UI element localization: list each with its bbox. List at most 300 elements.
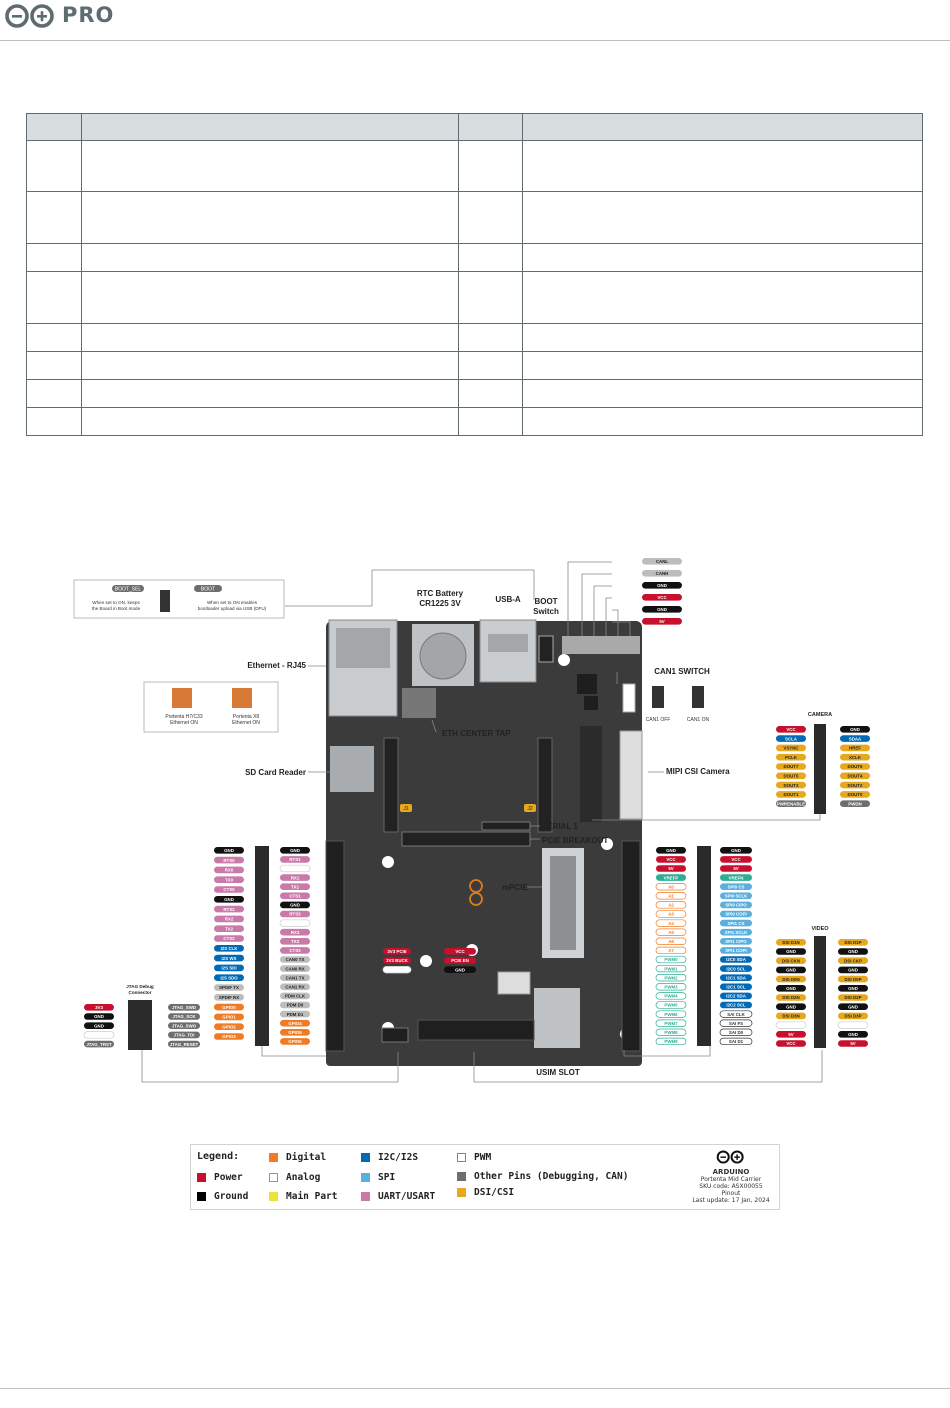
right-inner-pin-label — [720, 929, 752, 936]
eth-h7-label: Portenta H7/C33 Ethernet ON — [165, 714, 203, 726]
table-header-cell — [458, 114, 523, 141]
right-outer-pin-label — [656, 1011, 686, 1018]
video-left-pin-label — [776, 948, 806, 955]
jtag-pin-strip — [128, 1000, 152, 1050]
video-left-pin-label — [776, 1040, 806, 1047]
svg-text:SPI1 SCLK: SPI1 SCLK — [724, 929, 748, 935]
svg-text:VSYNC: VSYNC — [783, 745, 799, 751]
svg-text:CAN1 TX: CAN1 TX — [285, 975, 305, 981]
svg-text:PDM D0: PDM D0 — [286, 1002, 304, 1008]
legend-item-power — [197, 1172, 243, 1183]
right-inner-pin-label — [720, 865, 752, 872]
table-row — [27, 272, 923, 324]
legend-item-dsi-csi — [457, 1187, 514, 1198]
svg-text:RX0: RX0 — [224, 867, 234, 873]
right-inner-pin-label — [720, 847, 752, 854]
right-inner-pin-label — [720, 938, 752, 945]
legend-type: Pinout — [721, 1190, 741, 1197]
left-inner-pin-label — [280, 874, 310, 881]
table-row — [27, 352, 923, 380]
legend-label: Ground — [214, 1191, 249, 1202]
left-outer-pin-label — [214, 935, 244, 942]
video-left-pin-label — [776, 957, 806, 964]
svg-text:DOUT2: DOUT2 — [847, 782, 863, 788]
svg-text:DSI D2P: DSI D2P — [844, 995, 862, 1001]
svg-text:CANL: CANL — [655, 559, 669, 564]
svg-text:SPDIF RX: SPDIF RX — [218, 995, 240, 1000]
left-inner-pin-label — [280, 1038, 310, 1045]
left-outer-pin-label — [214, 847, 244, 854]
svg-text:RX1: RX1 — [290, 875, 300, 881]
legend-item-digital — [269, 1152, 326, 1163]
table-cell — [81, 244, 458, 272]
right-pin-strip — [697, 846, 711, 1046]
svg-text:SAI D0: SAI D0 — [728, 1030, 744, 1035]
svg-text:DOUT6: DOUT6 — [847, 764, 863, 770]
svg-text:PWM6: PWM6 — [664, 1011, 678, 1017]
camera-left-pin-label — [776, 800, 806, 807]
svg-text:5V: 5V — [850, 1041, 856, 1047]
jtag-left-pin-label — [84, 1022, 114, 1029]
svg-text:PWM4: PWM4 — [664, 993, 678, 999]
right-inner-pin-label — [720, 883, 752, 890]
svg-text:GND: GND — [290, 902, 300, 908]
pcie-power-pin-label — [444, 948, 476, 955]
svg-text:DSI D1P: DSI D1P — [844, 940, 862, 945]
svg-text:PCIE EN: PCIE EN — [451, 958, 469, 964]
right-outer-pin-label — [656, 947, 686, 954]
left-inner-pin-label — [280, 947, 310, 954]
video-left-pin-label — [776, 976, 806, 983]
legend-label: Main Part — [286, 1191, 338, 1202]
svg-text:GND: GND — [94, 1023, 104, 1029]
left-inner-pin-label — [280, 965, 310, 972]
svg-text:5V: 5V — [668, 866, 674, 872]
left-outer-pin-label — [214, 1023, 244, 1030]
svg-text:DSI CKP: DSI CKP — [844, 958, 862, 964]
pinout-svg — [72, 556, 882, 1086]
svg-text:SAI CLK: SAI CLK — [727, 1011, 745, 1017]
svg-text:CANH: CANH — [655, 571, 669, 576]
svg-text:I2C1 SCL: I2C1 SCL — [726, 984, 746, 990]
camera-left-pin-label — [776, 773, 806, 780]
table-cell — [27, 408, 82, 436]
svg-text:GND: GND — [224, 848, 234, 853]
legend-label: I2C/I2S — [378, 1152, 419, 1163]
table-header-cell — [523, 114, 923, 141]
serial1-label: SERIAL 1 — [542, 822, 578, 831]
svg-text:TX3: TX3 — [290, 939, 300, 944]
boot-switch — [539, 636, 553, 662]
table-row — [27, 324, 923, 352]
left-inner-pin-label — [280, 911, 310, 918]
video-left-pin-label — [776, 985, 806, 992]
right-outer-pin-label — [656, 929, 686, 936]
table-cell — [81, 141, 458, 192]
pcie-power-pin-label — [444, 957, 476, 964]
svg-text:VCC: VCC — [786, 727, 796, 732]
svg-text:I2C2 SCL: I2C2 SCL — [726, 1002, 746, 1008]
legend-item-spi — [361, 1172, 395, 1183]
left-inner-pin-label — [280, 920, 310, 927]
boot-sel-label: BOOT_SEL — [114, 586, 142, 593]
svg-text:CAN1 RX: CAN1 RX — [285, 984, 305, 990]
right-outer-pin-label — [656, 874, 686, 881]
svg-text:GPIO6: GPIO6 — [288, 1039, 302, 1045]
video-left-pin-label — [776, 1003, 806, 1010]
legend-item-uart — [361, 1191, 435, 1202]
svg-text:5V: 5V — [659, 619, 665, 624]
jtag-left-pin-label — [84, 1013, 114, 1020]
pcie-power-pin-label — [383, 957, 411, 964]
ethernet-label: Ethernet - RJ45 — [247, 661, 306, 670]
legend-label: SPI — [378, 1172, 396, 1183]
camera-left-pin-label — [776, 763, 806, 770]
svg-text:I2S WS: I2S WS — [221, 955, 237, 961]
j2-label-text: J2 — [527, 806, 533, 812]
right-inner-pin-label — [720, 956, 752, 963]
video-right-pin-label — [838, 1040, 868, 1047]
svg-text:DOUT1: DOUT1 — [783, 792, 799, 798]
svg-text:CTS1: CTS1 — [289, 893, 301, 899]
usb-a-label: USB-A — [495, 595, 521, 604]
svg-text:A2: A2 — [668, 902, 674, 908]
right-outer-pin-label — [656, 920, 686, 927]
svg-text:SPI1 CS: SPI1 CS — [727, 920, 745, 926]
right-outer-pin-label — [656, 1002, 686, 1009]
boot-label: BOOT — [200, 586, 216, 593]
svg-text:PWM8: PWM8 — [664, 1030, 678, 1035]
legend-swatch — [197, 1173, 206, 1182]
svg-text:DSI D3N: DSI D3N — [782, 1013, 800, 1019]
jtag-right-pin-label — [168, 1022, 200, 1029]
jtag-board-header — [382, 1028, 408, 1042]
svg-text:GND: GND — [666, 848, 676, 853]
left-outer-pin-label — [214, 945, 244, 952]
left-inner-pin-label — [280, 865, 310, 872]
left-inner-pin-label — [280, 1011, 310, 1018]
right-outer-pin-label — [656, 993, 686, 1000]
table-cell — [81, 408, 458, 436]
legend-swatch — [197, 1192, 206, 1201]
header-divider — [0, 40, 950, 41]
right-outer-pin-label — [656, 938, 686, 945]
svg-text:JTAG_SCK: JTAG_SCK — [172, 1014, 196, 1020]
video-label: VIDEO — [811, 926, 829, 932]
mipi-connector — [620, 731, 642, 819]
j1-connector — [384, 738, 398, 832]
left-pin-strip — [255, 846, 269, 1046]
svg-text:GND: GND — [786, 986, 796, 991]
svg-text:SPI1 COPI: SPI1 COPI — [725, 948, 747, 954]
table-row — [27, 244, 923, 272]
boot-description: When set to ON enables bootloader upload via USB (DFU) — [197, 600, 267, 611]
svg-text:DSI CKN: DSI CKN — [781, 958, 801, 964]
left-inner-pin-label — [280, 893, 310, 900]
table-row — [27, 141, 923, 192]
table-cell — [523, 380, 923, 408]
right-inner-pin-label — [720, 856, 752, 863]
table-cell — [458, 380, 523, 408]
left-inner-pin-label — [280, 883, 310, 890]
svg-text:I2C0 SCL: I2C0 SCL — [726, 966, 746, 972]
can1-on-label: CAN1 ON — [686, 717, 710, 723]
table-cell — [458, 192, 523, 244]
table-cell — [458, 324, 523, 352]
svg-text:DSI D0N: DSI D0N — [782, 976, 800, 982]
video-left-pin-label — [776, 994, 806, 1001]
video-pin-strip — [814, 936, 826, 1048]
legend-swatch — [269, 1192, 278, 1201]
right-outer-pin-label — [656, 1029, 686, 1036]
video-left-pin-label — [776, 1013, 806, 1020]
svg-text:GND: GND — [848, 949, 858, 955]
svg-text:SPI1 CIPO: SPI1 CIPO — [725, 939, 747, 944]
legend-title: Legend: — [197, 1151, 240, 1162]
right-inner-pin-label — [720, 1038, 752, 1045]
table-cell — [81, 272, 458, 324]
table-cell — [27, 244, 82, 272]
svg-text:DSI D1N: DSI D1N — [782, 940, 800, 945]
svg-text:PWRENABLE: PWRENABLE — [776, 801, 806, 807]
left-outer-pin-label — [214, 857, 244, 864]
legend-label: Other Pins (Debugging, CAN) — [474, 1171, 629, 1182]
svg-text:VCC: VCC — [786, 1041, 796, 1047]
right-inner-pin-label — [720, 947, 752, 954]
svg-text:CAN0 RX: CAN0 RX — [285, 966, 305, 972]
left-outer-pin-label — [214, 906, 244, 913]
svg-text:TX0: TX0 — [224, 877, 234, 883]
right-outer-pin-label — [656, 965, 686, 972]
svg-text:GND: GND — [786, 1004, 796, 1010]
legend-item-analog — [269, 1172, 320, 1183]
video-right-pin-label — [838, 985, 868, 992]
video-left-pin-label — [776, 1022, 806, 1029]
svg-text:A5: A5 — [668, 929, 674, 935]
svg-text:SAI FS: SAI FS — [728, 1020, 744, 1026]
legend-item-i2c-i2s — [361, 1152, 418, 1163]
right-outer-pin-label — [656, 883, 686, 890]
left-outer-pin-label — [214, 925, 244, 932]
svg-text:SDAA: SDAA — [848, 736, 862, 742]
legend-item-pwm — [457, 1152, 491, 1163]
j2-connector — [538, 738, 552, 832]
legend-swatch — [361, 1173, 370, 1182]
svg-text:RX3: RX3 — [290, 929, 300, 935]
svg-text:GPIO2: GPIO2 — [222, 1024, 236, 1030]
camera-left-pin-label — [776, 745, 806, 752]
svg-text:GND: GND — [786, 949, 796, 955]
svg-text:GPIO3: GPIO3 — [222, 1034, 236, 1040]
svg-text:PWM5: PWM5 — [664, 1002, 678, 1008]
table-cell — [523, 408, 923, 436]
right-inner-pin-label — [720, 920, 752, 927]
ethernet-switch-info-box — [144, 682, 278, 732]
left-inner-pin-label — [280, 1020, 310, 1027]
svg-text:PWM3: PWM3 — [664, 984, 678, 990]
right-inner-pin-label — [720, 1020, 752, 1027]
right-outer-pin-label — [656, 902, 686, 909]
right-inner-pin-label — [720, 984, 752, 991]
left-inner-pin-label — [280, 902, 310, 909]
svg-text:SCLA: SCLA — [785, 736, 797, 742]
left-outer-pin-label — [214, 984, 244, 991]
pcie-breakout-label: PCIE BREAKOUT — [542, 836, 609, 845]
svg-text:JTAG_TDI: JTAG_TDI — [173, 1032, 195, 1038]
svg-text:RTS3: RTS3 — [289, 911, 301, 917]
svg-text:GND: GND — [848, 967, 858, 973]
spec-table — [26, 113, 923, 436]
boot-sel-description: When set to ON, keeps the Board in Boot mode — [91, 600, 141, 611]
table-header-row — [27, 114, 923, 141]
table-cell — [523, 272, 923, 324]
camera-label: CAMERA — [807, 712, 833, 718]
legend-swatch — [361, 1153, 370, 1162]
svg-text:I2S CLK: I2S CLK — [220, 946, 238, 951]
boot-switch-label: BOOT Switch — [533, 597, 559, 616]
pcie-power-pin-label — [383, 948, 411, 955]
svg-text:SPI0 CIPO: SPI0 CIPO — [725, 902, 747, 908]
camera-left-pin-label — [776, 782, 806, 789]
usim-slot — [534, 988, 580, 1048]
svg-text:A0: A0 — [668, 884, 674, 890]
right-inner-pin-label — [720, 893, 752, 900]
svg-text:PCLK: PCLK — [785, 754, 797, 760]
legend-label: Analog — [286, 1172, 321, 1183]
left-inner-pin-label — [280, 1029, 310, 1036]
jtag-right-pin-label — [168, 1013, 200, 1020]
jtag-right-pin-label — [168, 1041, 200, 1048]
svg-text:CTS3: CTS3 — [289, 948, 301, 954]
legend-product: Portenta Mid Carrier — [700, 1176, 762, 1183]
svg-text:A1: A1 — [668, 893, 674, 899]
svg-text:PDM CLK: PDM CLK — [284, 993, 306, 999]
video-right-pin-label — [838, 948, 868, 955]
svg-text:GND: GND — [290, 848, 300, 853]
table-cell — [458, 272, 523, 324]
svg-text:DOUT7: DOUT7 — [783, 764, 799, 770]
svg-text:XCLK: XCLK — [849, 754, 861, 760]
svg-text:GND: GND — [731, 848, 741, 853]
table-cell — [458, 408, 523, 436]
svg-text:VREFN: VREFN — [728, 875, 744, 881]
video-right-pin-label — [838, 976, 868, 983]
svg-text:GND: GND — [786, 967, 796, 973]
legend-brand: ARDUINO — [712, 1168, 750, 1176]
right-outer-pin-label — [656, 956, 686, 963]
svg-text:CTS0: CTS0 — [223, 887, 235, 893]
right-outer-pin-label — [656, 1020, 686, 1027]
right-outer-pin-label — [656, 856, 686, 863]
svg-text:3V3 BUCK: 3V3 BUCK — [386, 958, 408, 964]
right-inner-pin-label — [720, 902, 752, 909]
jtag-left-pin-label — [84, 1032, 114, 1039]
table-row — [27, 192, 923, 244]
j1-label-text: J1 — [403, 806, 409, 812]
svg-text:JTAG_SWO: JTAG_SWO — [171, 1023, 197, 1029]
sd-card-reader — [330, 746, 374, 792]
mipi-csi-label: MIPI CSI Camera — [666, 767, 730, 776]
legend-label: UART/USART — [378, 1191, 436, 1202]
usim-slot-label: USIM SLOT — [536, 1068, 580, 1077]
left-inner-pin-label — [280, 938, 310, 945]
can-header-pin-label — [642, 570, 682, 577]
camera-right-pin-label — [840, 791, 870, 798]
svg-text:RTS0: RTS0 — [223, 857, 235, 863]
left-outer-pin-label — [214, 1004, 244, 1011]
legend-label: Digital — [286, 1152, 327, 1163]
video-right-pin-label — [838, 1022, 868, 1029]
right-outer-pin-label — [656, 865, 686, 872]
right-outer-pin-label — [656, 893, 686, 900]
video-left-pin-label — [776, 1031, 806, 1038]
table-cell — [458, 244, 523, 272]
svg-text:GPIO0: GPIO0 — [222, 1004, 236, 1010]
left-outer-pin-label — [214, 955, 244, 962]
svg-text:5V: 5V — [733, 866, 739, 872]
left-inner-pin-label — [280, 956, 310, 963]
svg-text:GND: GND — [224, 897, 234, 902]
svg-text:VCC: VCC — [657, 595, 667, 600]
table-cell — [27, 352, 82, 380]
table-cell — [523, 141, 923, 192]
legend-swatch — [361, 1192, 370, 1201]
table-cell — [81, 380, 458, 408]
svg-text:A7: A7 — [668, 948, 674, 954]
svg-text:JTAG_RESET: JTAG_RESET — [169, 1041, 199, 1047]
camera-left-pin-label — [776, 726, 806, 733]
camera-right-pin-label — [840, 800, 870, 807]
legend-item-other-pins — [457, 1171, 628, 1182]
video-right-pin-label — [838, 1003, 868, 1010]
svg-text:JTAG_SWD: JTAG_SWD — [171, 1005, 197, 1010]
pcie-power-pin-label — [383, 966, 411, 973]
left-header-outer — [326, 841, 344, 1051]
left-outer-pin-label — [214, 886, 244, 893]
left-inner-pin-label — [280, 1002, 310, 1009]
can-header-pin-label — [642, 606, 682, 613]
table-header-cell — [81, 114, 458, 141]
can1-switch-label: CAN1 SWITCH — [654, 667, 710, 676]
svg-text:SPI0 SCLK: SPI0 SCLK — [724, 893, 748, 899]
svg-text:JTAG_TRST: JTAG_TRST — [86, 1041, 112, 1047]
can-header-pin-label — [642, 594, 682, 601]
svg-text:DOUT0: DOUT0 — [847, 792, 863, 798]
right-inner-pin-label — [720, 1029, 752, 1036]
left-outer-pin-label — [214, 876, 244, 883]
table-cell — [523, 192, 923, 244]
camera-right-pin-label — [840, 726, 870, 733]
svg-text:DSI D3P: DSI D3P — [844, 1013, 862, 1019]
jtag-right-pin-label — [168, 1004, 200, 1011]
right-outer-pin-label — [656, 1038, 686, 1045]
table-row — [27, 408, 923, 436]
right-inner-pin-label — [720, 974, 752, 981]
svg-text:PWDN: PWDN — [848, 801, 862, 807]
left-inner-pin-label — [280, 993, 310, 1000]
legend-item-main-part — [269, 1191, 337, 1202]
svg-text:TX1: TX1 — [290, 884, 300, 890]
right-outer-pin-label — [656, 984, 686, 991]
svg-text:PWM7: PWM7 — [664, 1020, 678, 1026]
table-header-cell — [27, 114, 82, 141]
left-outer-pin-label — [214, 916, 244, 923]
svg-text:A3: A3 — [668, 911, 674, 917]
table-cell — [523, 324, 923, 352]
svg-text:GND: GND — [657, 607, 667, 612]
camera-right-pin-label — [840, 754, 870, 761]
legend — [190, 1144, 780, 1210]
